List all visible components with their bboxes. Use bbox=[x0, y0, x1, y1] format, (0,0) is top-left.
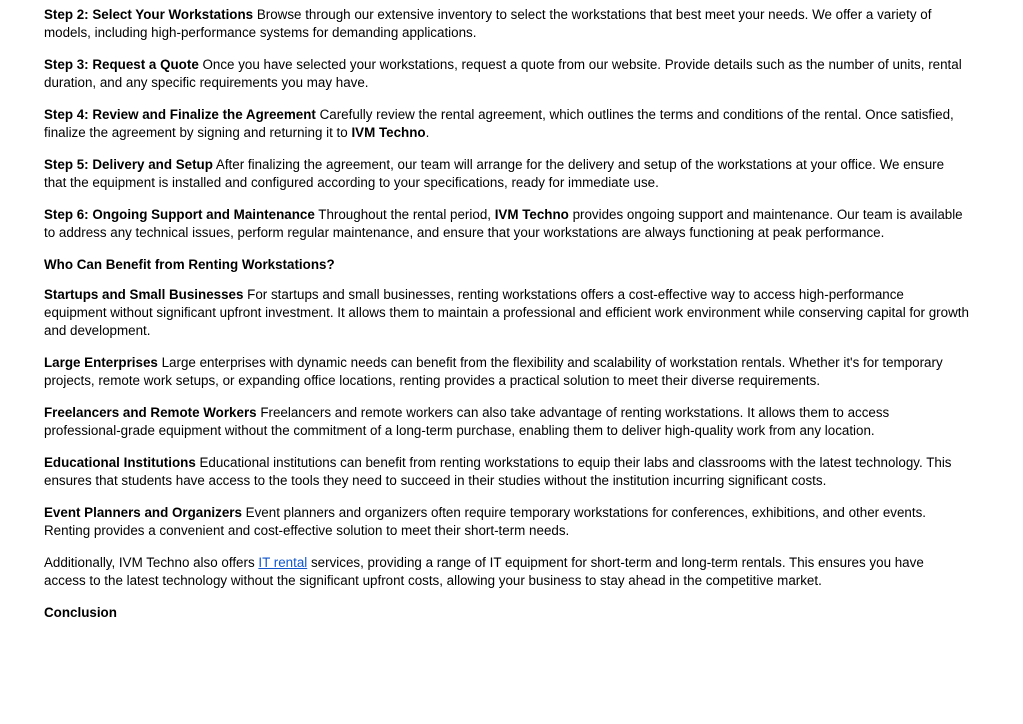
step-4-brand: IVM Techno bbox=[351, 125, 426, 140]
benefit-freelancers-paragraph bbox=[44, 404, 969, 440]
benefit-education-paragraph bbox=[44, 454, 969, 490]
benefit-heading: Who Can Benefit from Renting Workstations? bbox=[44, 257, 335, 272]
additional-text: Additionally, IVM Techno also offers bbox=[44, 555, 259, 570]
step-6-brand: IVM Techno bbox=[494, 207, 569, 222]
it-rental-link[interactable]: IT rental bbox=[258, 555, 308, 570]
step-4-paragraph bbox=[44, 106, 969, 142]
benefit-enterprises-title: Large Enterprises bbox=[44, 355, 158, 370]
benefit-events-title: Event Planners and Organizers bbox=[44, 505, 242, 520]
benefit-freelancers-text: Freelancers and remote workers can also take advantage of renting workstations. It allows them to access professional-grade equipment without the commitment of a long-term purchase, enabling them to deliver high-quality work from any location. bbox=[44, 405, 890, 438]
benefit-events-text: Event planners and organizers often require temporary workstations for conferences, exhibitions, and other events. Renting provides a convenient and cost-effective solution to meet their short-term needs. bbox=[44, 505, 926, 538]
benefit-freelancers-title: Freelancers and Remote Workers bbox=[44, 405, 257, 420]
step-3-text: Once you have selected your workstations, request a quote from our website. Provide details such as the number of units, rental duration, and any specific requirements you may have. bbox=[44, 57, 962, 90]
step-2-paragraph bbox=[44, 6, 969, 42]
step-4-text-end: . bbox=[425, 125, 430, 140]
benefit-startups-paragraph bbox=[44, 286, 969, 340]
conclusion-heading: Conclusion bbox=[44, 605, 117, 620]
document-body bbox=[44, 6, 969, 634]
benefit-events-paragraph bbox=[44, 504, 969, 540]
step-2-title: Step 2: Select Your Workstations bbox=[44, 7, 254, 22]
step-4-text: Carefully review the rental agreement, which outlines the terms and conditions of the rental. Once satisfied, finalize the agreement by signing and returning it to bbox=[44, 107, 954, 140]
step-6-text: Throughout the rental period, bbox=[314, 207, 495, 222]
step-5-paragraph bbox=[44, 156, 969, 192]
benefit-education-title: Educational Institutions bbox=[44, 455, 196, 470]
step-4-title: Step 4: Review and Finalize the Agreement bbox=[44, 107, 316, 122]
benefit-education-text: Educational institutions can benefit from renting workstations to equip their labs and classrooms with the latest technology. This ensures that students have access to the tools they need to succeed in their studies without the institution incurring significant costs. bbox=[44, 455, 952, 488]
benefit-startups-text: For startups and small businesses, renting workstations offers a cost-effective way to access high-performance equipment without significant upfront investment. It allows them to maintain a professional and efficient work environment while conserving capital for growth and development. bbox=[44, 287, 969, 338]
step-6-paragraph bbox=[44, 206, 969, 242]
step-5-title: Step 5: Delivery and Setup bbox=[44, 157, 213, 172]
step-6-title: Step 6: Ongoing Support and Maintenance bbox=[44, 207, 315, 222]
step-3-paragraph bbox=[44, 56, 969, 92]
step-3-title: Step 3: Request a Quote bbox=[44, 57, 199, 72]
benefit-enterprises-text: Large enterprises with dynamic needs can benefit from the flexibility and scalability of workstation rentals. Whether it's for temporary projects, remote work setups, or expanding office locations, renting provides a practical solution to meet their diverse requirements. bbox=[44, 355, 943, 388]
step-5-text: After finalizing the agreement, our team will arrange for the delivery and setup of the workstations at your office. We ensure that the equipment is installed and configured according to your specifications, ready for immediate use. bbox=[44, 157, 945, 190]
additional-text-end: services, providing a range of IT equipment for short-term and long-term rentals. This ensures you have access to the latest technology without the significant upfront costs, allowing your business to stay ahead in the competitive market. bbox=[44, 555, 924, 588]
step-6-text-end: provides ongoing support and maintenance. Our team is available to address any technical issues, perform regular maintenance, and ensure that your workstations are always functioning at peak performance. bbox=[44, 207, 963, 240]
benefit-enterprises-paragraph bbox=[44, 354, 969, 390]
benefit-startups-title: Startups and Small Businesses bbox=[44, 287, 244, 302]
step-2-text: Browse through our extensive inventory to select the workstations that best meet your needs. We offer a variety of models, including high-performance systems for demanding applications. bbox=[44, 7, 932, 40]
additional-paragraph bbox=[44, 554, 969, 590]
